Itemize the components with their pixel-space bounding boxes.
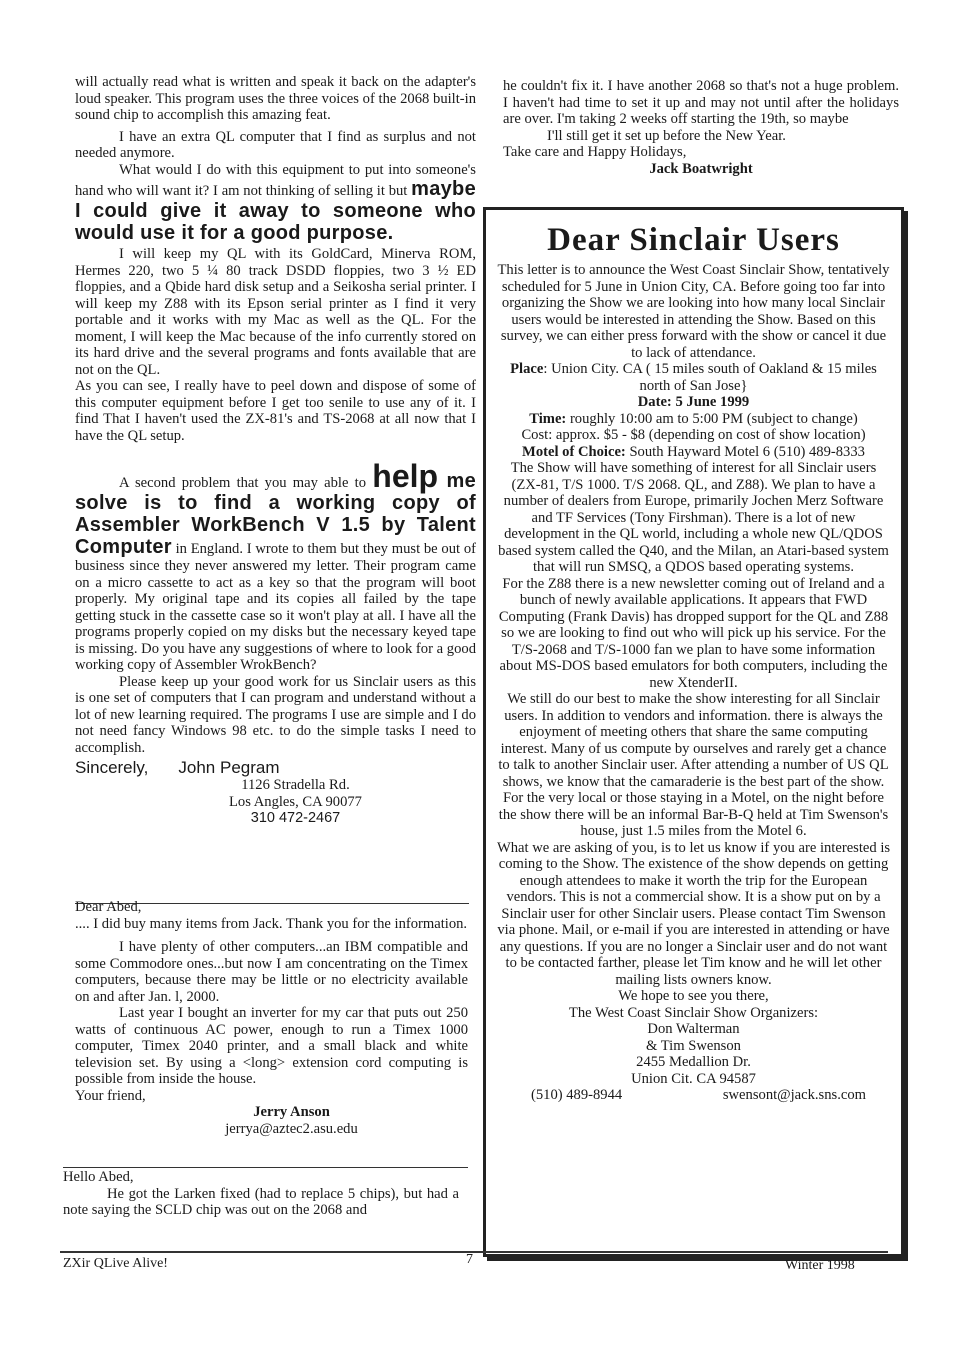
letter-jack <box>63 1169 459 1219</box>
label: Place <box>510 361 544 377</box>
paragraph: will actually read what is written and speak it back on the adapter's loud speaker. This program uses the three voices of the 2068 built-in sound chip to accomplish this amazing feat. <box>75 74 476 123</box>
emphasis-text: me solve is to find a working copy of Assembler WorkBench V 1.5 by Talent Computer <box>75 470 476 558</box>
time-line <box>496 411 891 428</box>
value: : Union City. CA ( 15 miles south of Oakland & 15 miles north of San Jose} <box>543 361 877 394</box>
paragraph-text: in England. I wrote to them but they must be out of business since they never answered my letter. Their program came on a micro cassette to act as a key so that the program will boot properly. My original tape and its copies all failed by the tape getting stuck in the cassette case so it won't play at all. I have all the programs properly copied on my disks but the necessary keyed tape is missing. Do you have any suggestions of where to look for a good working copy of Assembler WrokBench? <box>75 541 476 673</box>
signer-name: John Pegram <box>178 758 280 777</box>
footer-rule <box>60 1251 888 1253</box>
paragraph-text: What would I do with this equipment to put into someone's hand who will want it? I am not thinking of selling it but <box>75 161 476 199</box>
organizers-line: The West Coast Sinclair Show Organizers: <box>568 1004 819 1021</box>
phone-number: (510) 489-8944 <box>531 1087 623 1103</box>
organizer-name: & Tim Swenson <box>646 1037 741 1054</box>
phone-number: 310 472-2467 <box>250 810 341 826</box>
address-line: Union Cit. CA 94587 <box>631 1070 756 1087</box>
letter-jack-continued <box>503 78 899 177</box>
label: Date: <box>637 394 672 410</box>
value: 5 June 1999 <box>671 394 750 410</box>
organizer-name: Don Walterman <box>647 1021 740 1037</box>
paragraph: As you can see, I really have to peel down and dispose of some of this computer equipment before I get too senile to use any of it. I find That I haven't used the ZX-81's and TS-2068 at all now that I have the QL setup. <box>75 378 476 444</box>
signature-block <box>75 758 476 827</box>
letter-jerry <box>75 899 468 1137</box>
paragraph: I will keep my QL with its GoldCard, Minerva ROM, Hermes 220, two 5 ¼ 80 track DSDD floppies, two 3 ½ ED floppies, and a Qbide hard disk setup and a Seikosha serial printer. I will keep my Z88 with its Epson serial printer as I find it very portable and it works with my Mac as well as the QL. For the moment, I will keep the Mac because of the info currently stored on its hard drive and the several programs and fonts available that are not on the QL. <box>75 246 476 378</box>
closing: Sincerely, <box>75 758 149 777</box>
address-line: Los Angles, CA 90077 <box>229 793 362 810</box>
date-line <box>496 394 891 411</box>
closing: Take care and Happy Holidays, <box>503 144 687 160</box>
label: Time: <box>529 410 567 427</box>
address-block <box>75 777 476 827</box>
closing: Your friend, <box>75 1087 146 1104</box>
signer-name: Jack Boatwright <box>649 160 753 177</box>
closing: We hope to see you there, <box>618 988 769 1004</box>
announcement-box <box>483 207 904 1257</box>
paragraph: .... I did buy many items from Jack. Thank you for the information. <box>75 915 468 932</box>
greeting: Dear Abed, <box>75 899 142 915</box>
left-column <box>75 74 476 827</box>
paragraph: He got the Larken fixed (had to replace 5 chips), but had a note saying the SCLD chip was out on the 2068 and <box>63 1185 459 1218</box>
footer-issue: Winter 1998 <box>785 1258 855 1273</box>
address-line: 2455 Medallion Dr. <box>636 1054 751 1070</box>
address-line: 1126 Stradella Rd. <box>241 777 350 793</box>
paragraph: What we are asking of you, is to let us know if you are interested is coming to the Show. The existence of the show depends on getting enough attendees to make it worth the trip for the European vendors. This is not a commercial show. It is a show put on by a Sinclair user for other Sinclair users. Please contact Tim Swenson via phone. Mail, or e-mail if you are interested in attending or have any questions. If you are no longer a Sinclair user and do not want to be contacted farther, please let Tim know and he will let other mailing lists owners know. <box>496 839 891 988</box>
paragraph: We still do our best to make the show interesting for all Sinclair users. In addition to vendors and information. there is always the enjoyment of meeting others that share the same computing interest. Many of us compute by ourselves and rarely get a chance to talk to another Sinclair user. After attending a number of US QL shows, we know that the camaraderie is the best part of the show. <box>498 691 889 790</box>
announcement-content <box>496 222 891 1104</box>
paragraph-text: A second problem that you may able to <box>119 475 373 491</box>
emphasis-text: maybe I could give it away to someone who would use it for a good purpose. <box>75 178 476 244</box>
contact-line <box>496 1087 891 1104</box>
paragraph: The Show will have something of interest for all Sinclair users (ZX-81, T/S 1000. T/S 2068. QL, and Z88). We plan to have a number of dealers from Europe, primarily Jochen Merz Software and TF Services (Tony Firshman). There is a lot of new development in the QL world, including a whole new QL/QDOS based system called the Q40, and the Milan, an Atari-based system that will run SMSQ, a QDOS based operating systems. <box>498 460 889 575</box>
page-number: 7 <box>466 1252 473 1267</box>
email-text: jerrya@aztec2.asu.edu <box>225 1120 358 1137</box>
footer-publication: ZXir QLive Alive! <box>63 1256 168 1271</box>
paragraph: For the very local or those staying in a Motel, on the night before the show there will be an informal Bar-B-Q held at Tim Swenson's house, just 1.5 miles from the Motel 6. <box>498 790 889 839</box>
paragraph: For the Z88 there is a new newsletter coming out of Ireland and a bunch of newly available applications. It appears that FWD Computing (Frank Davis) has dropped support for the QL and Z88 so we are looking to find out who will pick up his service. For the T/S-2068 and T/S-1000 fan we plan to have some information about MS-DOS based emulators for both computers, including the new XtenderII. <box>498 575 889 691</box>
announcement-title: Dear Sinclair Users <box>547 222 840 258</box>
emphasis-help: help <box>372 458 439 494</box>
paragraph: I'll still get it set up before the New Year. <box>547 127 786 144</box>
divider <box>63 1167 468 1168</box>
cost-line: Cost: approx. $5 - $8 (depending on cost of show location) <box>521 427 866 443</box>
email-text: swensont@jack.sns.com <box>722 1087 866 1103</box>
paragraph: I have plenty of other computers...an IBM compatible and some Commodore ones...but now I am concentrating on the Timex computers, because there may be little or no electricity available on and after Jan. l, 2000. <box>75 939 468 1005</box>
sincerely-text <box>75 758 476 777</box>
value: roughly 10:00 am to 5:00 PM (subject to change) <box>566 410 858 427</box>
place-line <box>496 361 891 394</box>
paragraph: Please keep up your good work for us Sinclair users as this is one set of computers that I can program and understand without a lot of new learning required. The programs I use are simple and I do not need fancy Windows 98 etc. to do the simple tasks I need to accomplish. <box>75 673 476 756</box>
label: Motel of Choice: <box>522 443 626 460</box>
paragraph: This letter is to announce the West Coast Sinclair Show, tentatively scheduled for 5 June in Union City, CA. Before going too far into organizing the Show we are looking into how many local Sinclair users would be interested in attending the Show. Based on this survey, we can either press forward with the show or cancel it due to lack of attendance. <box>497 262 890 361</box>
paragraph <box>75 162 476 245</box>
paragraph: he couldn't fix it. I have another 2068 so that's not a huge problem. I haven't had time to set it up and may not until after the holidays are over. I'm taking 2 weeks off starting the 19th, so maybe <box>503 78 899 127</box>
paragraph: I have an extra QL computer that I find as surplus and not needed anymore. <box>75 128 476 161</box>
motel-line <box>496 444 891 461</box>
value: South Hayward Motel 6 (510) 489-8333 <box>625 443 865 460</box>
signer-name: Jerry Anson <box>253 1104 330 1120</box>
greeting: Hello Abed, <box>63 1169 134 1185</box>
paragraph: Last year I bought an inverter for my car that puts out 250 watts of continuous AC power, enough to run a Timex 1000 computer, Timex 2040 printer, and a small black and white television set. By using a <long> extension cord computing is possible from inside the house. <box>75 1005 468 1087</box>
paragraph <box>75 458 476 674</box>
